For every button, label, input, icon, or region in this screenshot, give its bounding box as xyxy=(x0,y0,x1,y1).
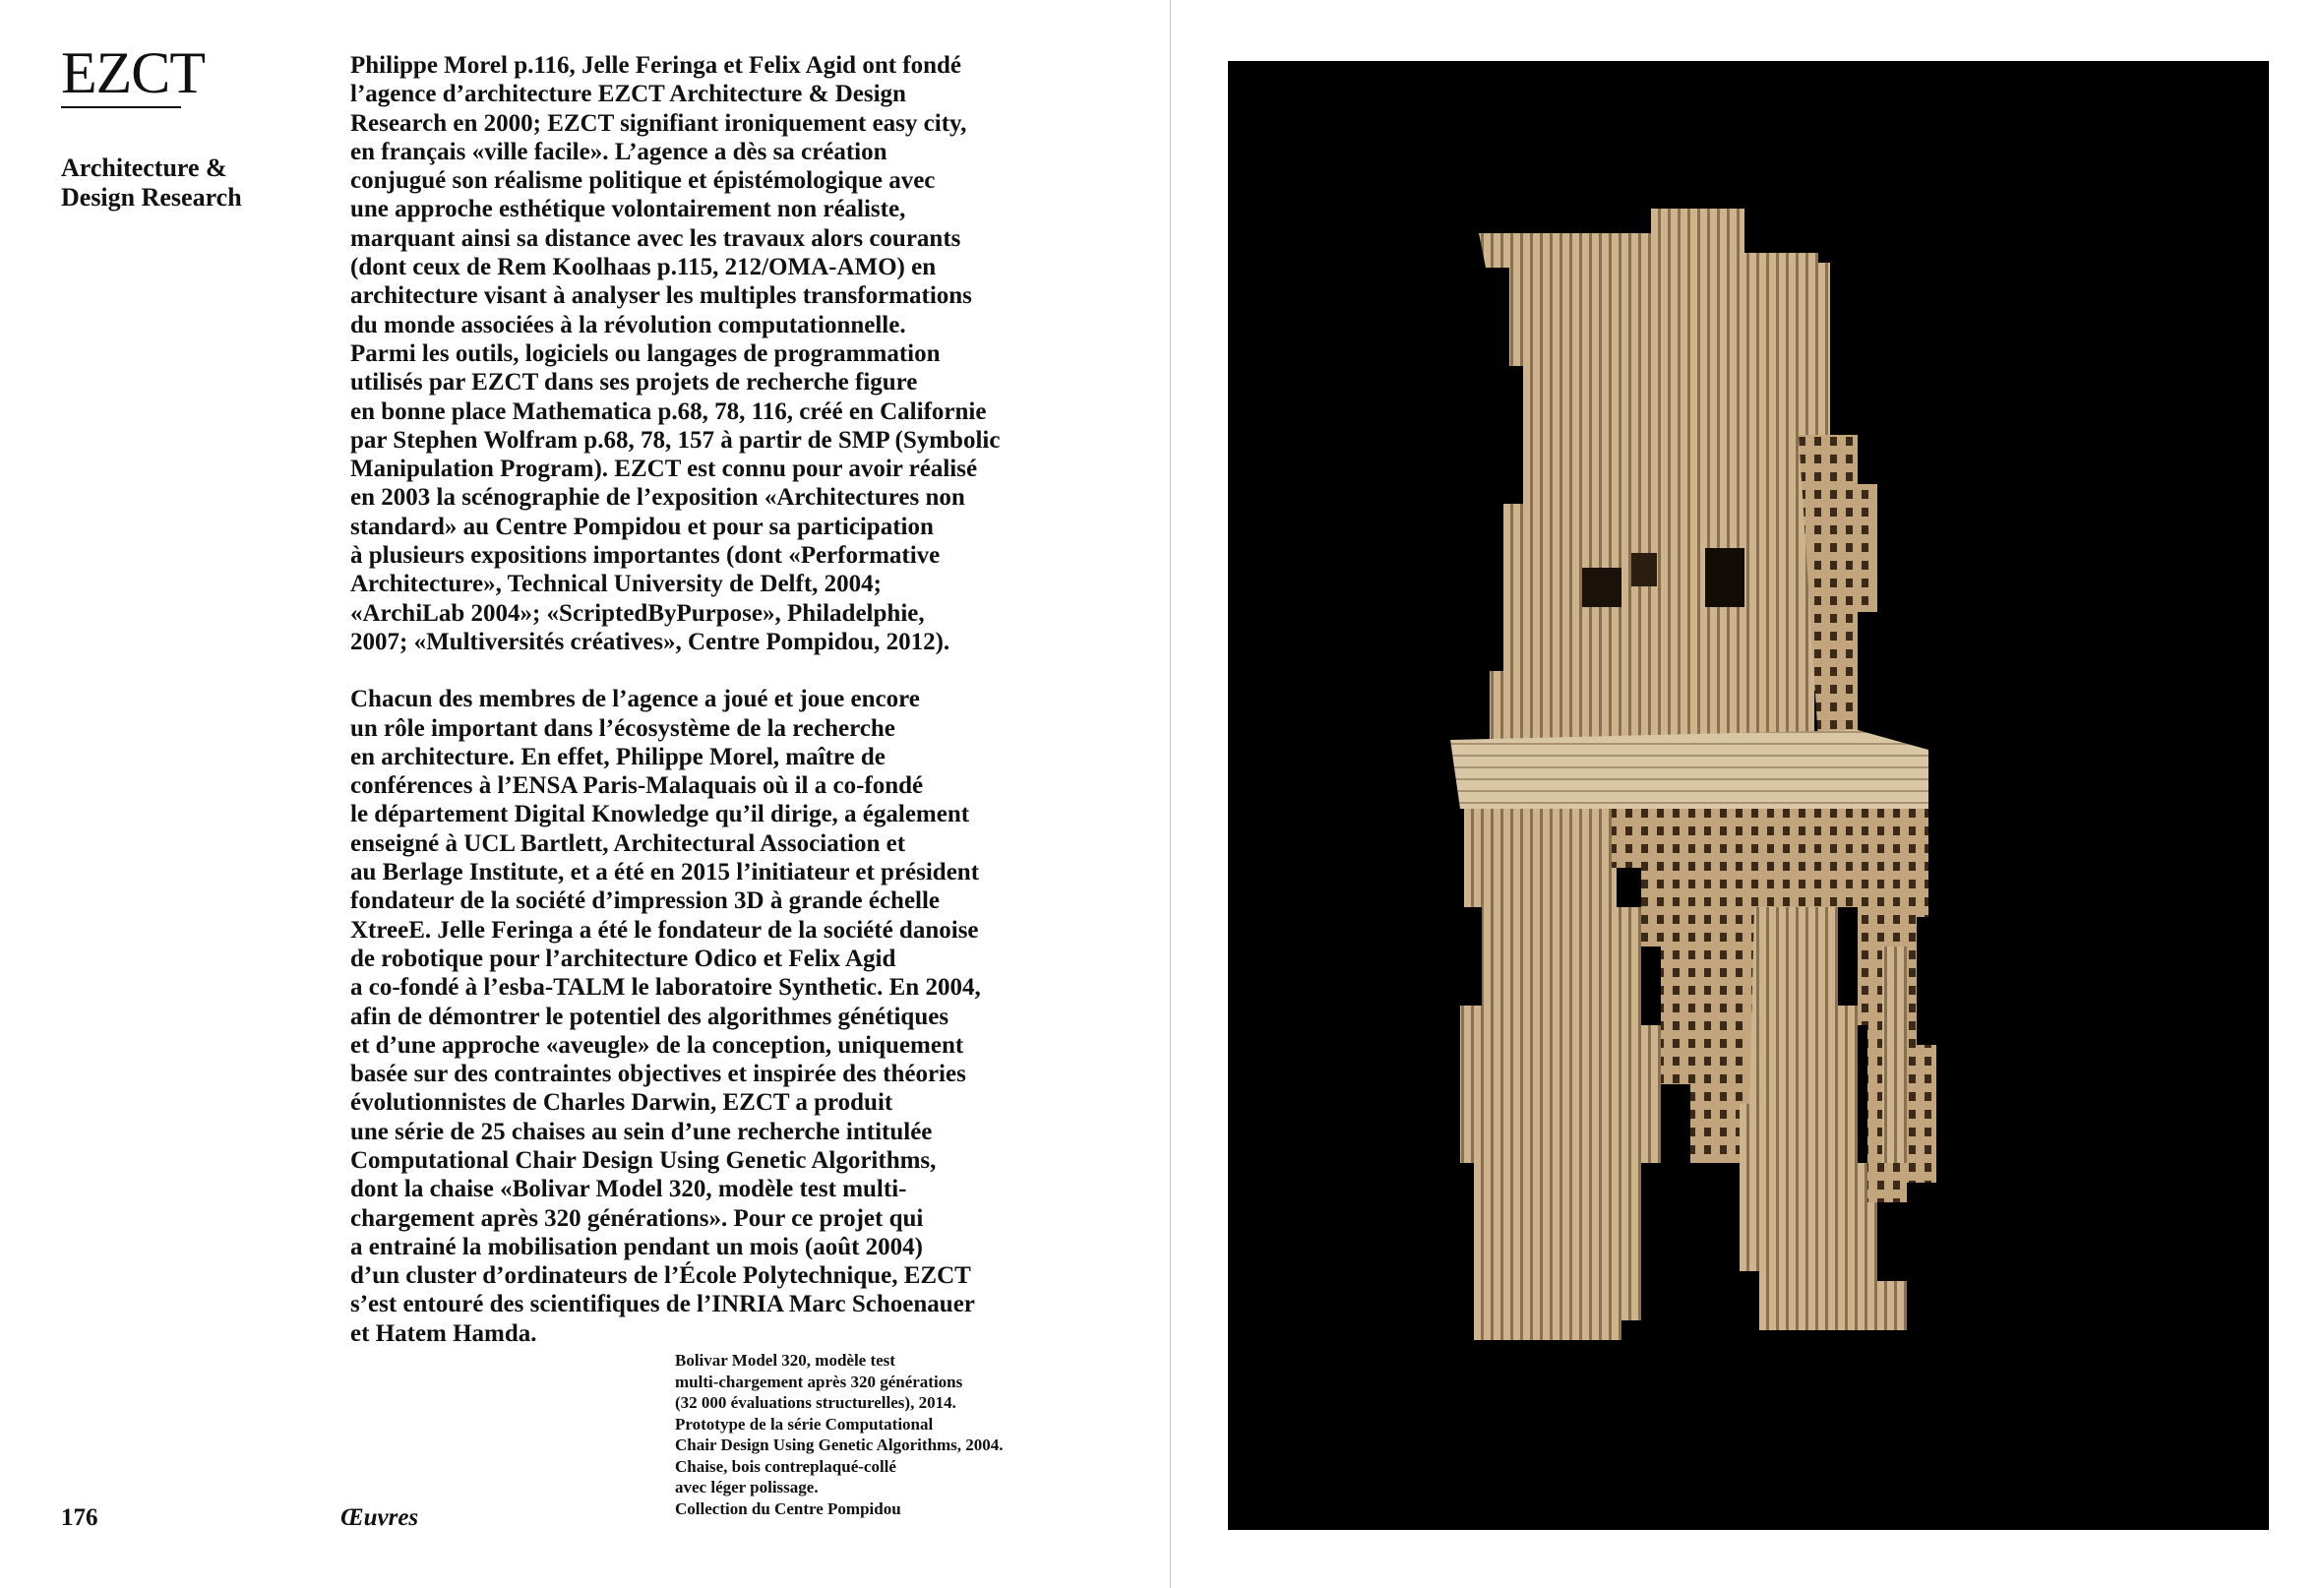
main-text xyxy=(350,51,1098,1348)
subtitle-line: Design Research xyxy=(61,183,242,212)
text-line: Research en 2000; EZCT signifiant ironiquement easy city, xyxy=(350,109,967,137)
text-line: marquant ainsi sa distance avec les travaux alors courants xyxy=(350,224,961,252)
text-line: de robotique pour l’architecture Odico et Felix Agid xyxy=(350,945,896,972)
text-line: conjugué son réalisme politique et épistémologique avec xyxy=(350,167,936,195)
text-line: standard» au Centre Pompidou et pour sa participation xyxy=(350,513,934,540)
chair-illustration xyxy=(1228,61,2269,1530)
text-line: Computational Chair Design Using Genetic Algorithms, xyxy=(350,1146,937,1174)
text-line: XtreeE. Jelle Feringa a été le fondateur de la société danoise xyxy=(350,916,979,944)
text-line: Manipulation Program). EZCT est connu pour avoir réalisé xyxy=(350,456,978,483)
text-line: basée sur des contraintes objectives et inspirée des théories xyxy=(350,1061,966,1088)
text-line: fondateur de la société d’impression 3D à grande échelle xyxy=(350,887,941,915)
text-line: dont la chaise «Bolivar Model 320, modèle test multi- xyxy=(350,1176,907,1203)
text-line: (dont ceux de Rem Koolhaas p.115, 212/OMA-AMO) en xyxy=(350,254,937,281)
text-line: enseigné à UCL Bartlett, Architectural Association et xyxy=(350,829,906,857)
text-line: Bolivar Model 320, modèle test xyxy=(675,1351,895,1370)
text-line: avec léger polissage. xyxy=(675,1478,819,1496)
text-line: le département Digital Knowledge qu’il dirige, a également xyxy=(350,801,970,828)
text-line: a co-fondé à l’esba-TALM le laboratoire Synthetic. En 2004, xyxy=(350,974,981,1002)
artist-subtitle xyxy=(61,153,242,213)
text-line: et d’une approche «aveugle» de la conception, uniquement xyxy=(350,1031,964,1059)
text-line: à plusieurs expositions importantes (dont «Performative xyxy=(350,542,941,570)
text-line: Chair Design Using Genetic Algorithms, 2004. xyxy=(675,1435,1004,1454)
text-line: au Berlage Institute, et a été en 2015 l’initiateur et président xyxy=(350,859,980,886)
text-line: (32 000 évaluations structurelles), 2014. xyxy=(675,1393,956,1412)
text-line: en bonne place Mathematica p.68, 78, 116, créé en Californie xyxy=(350,397,987,425)
paragraph-1 xyxy=(350,51,1098,656)
text-line: multi-chargement après 320 générations xyxy=(675,1372,963,1391)
photo-caption xyxy=(675,1350,1088,1519)
subtitle-line: Architecture & xyxy=(61,153,227,182)
text-line: d’un cluster d’ordinateurs de l’École Polytechnique, EZCT xyxy=(350,1262,971,1290)
page-number: 176 xyxy=(61,1504,98,1531)
text-line: Philippe Morel p.116, Jelle Feringa et Felix Agid ont fondé xyxy=(350,52,962,79)
paragraph-2 xyxy=(350,685,1098,1348)
text-line: chargement après 320 générations». Pour ce projet qui xyxy=(350,1204,924,1232)
text-line: Architecture», Technical University de Delft, 2004; xyxy=(350,571,882,598)
text-line: Chaise, bois contreplaqué-collé xyxy=(675,1456,896,1476)
text-line: s’est entouré des scientifiques de l’INRIA Marc Schoenauer xyxy=(350,1291,975,1318)
text-line: par Stephen Wolfram p.68, 78, 157 à partir de SMP (Symbolic xyxy=(350,426,1001,454)
text-line: et Hatem Hamda. xyxy=(350,1319,537,1347)
text-line: Collection du Centre Pompidou xyxy=(675,1498,901,1518)
text-line: évolutionnistes de Charles Darwin, EZCT a produit xyxy=(350,1089,893,1117)
chair-photograph xyxy=(1228,61,2269,1530)
text-line: a entrainé la mobilisation pendant un mois (août 2004) xyxy=(350,1233,924,1260)
text-line: une approche esthétique volontairement non réaliste, xyxy=(350,196,906,223)
text-line: un rôle important dans l’écosystème de la recherche xyxy=(350,714,895,742)
text-line: conférences à l’ENSA Paris-Malaquais où il a co-fondé xyxy=(350,772,924,800)
text-line: en architecture. En effet, Philippe Morel, maître de xyxy=(350,743,886,770)
artist-title: EZCT xyxy=(61,40,205,105)
text-line: Prototype de la série Computational xyxy=(675,1414,934,1434)
text-line: en français «ville facile». L’agence a dès sa création xyxy=(350,138,887,165)
section-name: Œuvres xyxy=(340,1504,419,1531)
text-line: Parmi les outils, logiciels ou langages de programmation xyxy=(350,339,941,367)
title-rule xyxy=(61,106,181,108)
text-line: utilisés par EZCT dans ses projets de recherche figure xyxy=(350,369,918,397)
text-line: afin de démontrer le potentiel des algorithmes génétiques xyxy=(350,1003,949,1030)
text-line: une série de 25 chaises au sein d’une recherche intitulée xyxy=(350,1118,933,1145)
text-line: en 2003 la scénographie de l’exposition «Architectures non xyxy=(350,484,965,512)
text-line: 2007; «Multiversités créatives», Centre Pompidou, 2012). xyxy=(350,628,950,655)
text-line: du monde associées à la révolution computationnelle. xyxy=(350,311,906,338)
text-line: l’agence d’architecture EZCT Architecture & Design xyxy=(350,81,906,108)
text-line: architecture visant à analyser les multiples transformations xyxy=(350,282,972,310)
text-line: Chacun des membres de l’agence a joué et joue encore xyxy=(350,686,920,713)
page-gutter xyxy=(1170,0,1171,1588)
text-line: «ArchiLab 2004»; «ScriptedByPurpose», Philadelphie, xyxy=(350,599,925,627)
